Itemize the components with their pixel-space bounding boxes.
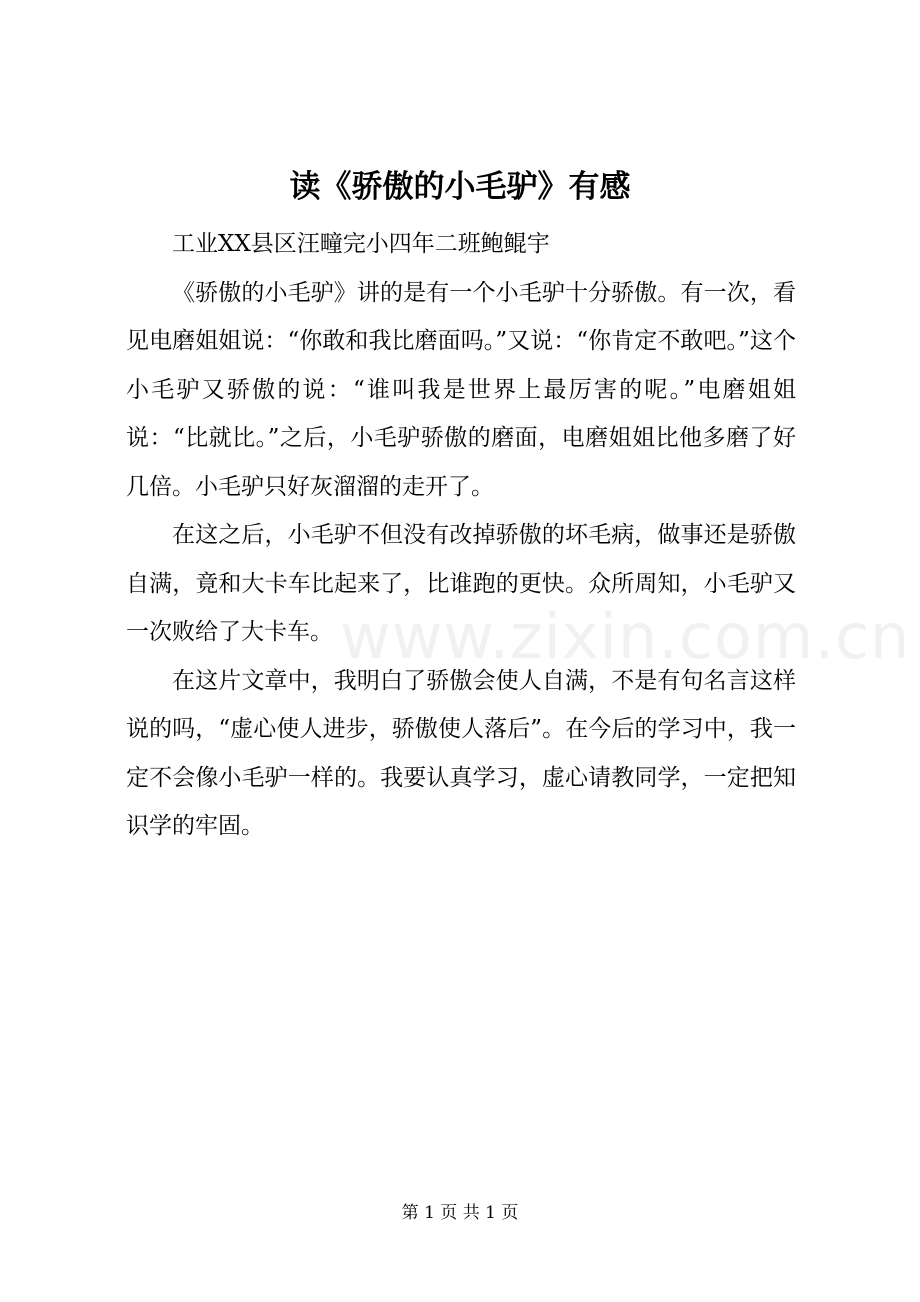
page-footer: 第 1 页 共 1 页 bbox=[401, 1203, 519, 1223]
document-title: 读《骄傲的小毛驴》有感 bbox=[289, 169, 631, 205]
paragraph-3: 在这片文章中，我明白了骄傲会使人自满，不是有句名言这样说的吗，“虚心使人进步，骄傲使人落后”。在今后的学习中，我一定不会像小毛驴一样的。我要认真学习，虚心请教同学，一定把知识学的牢固。 bbox=[126, 667, 796, 839]
paragraph-1: 《骄傲的小毛驴》讲的是有一个小毛驴十分骄傲。有一次，看见电磨姐姐说：“你敢和我比磨面吗。”又说：“你肯定不敢吧。”这个小毛驴又骄傲的说：“谁叫我是世界上最厉害的呢。”电磨姐姐说：“比就比。”之后，小毛驴骄傲的磨面，电磨姐姐比他多磨了好几倍。小毛驴只好灰溜溜的走开了。 bbox=[126, 279, 796, 500]
author-line: 工业XX县区汪疃完小四年二班鲍鲲宇 bbox=[172, 231, 550, 257]
watermark: www.zixin.com.cn bbox=[340, 600, 911, 673]
paragraph-2: 在这之后，小毛驴不但没有改掉骄傲的坏毛病，做事还是骄傲自满，竟和大卡车比起来了，比谁跑的更快。众所周知，小毛驴又一次败给了大卡车。 bbox=[126, 522, 796, 645]
document-body bbox=[126, 220, 796, 851]
